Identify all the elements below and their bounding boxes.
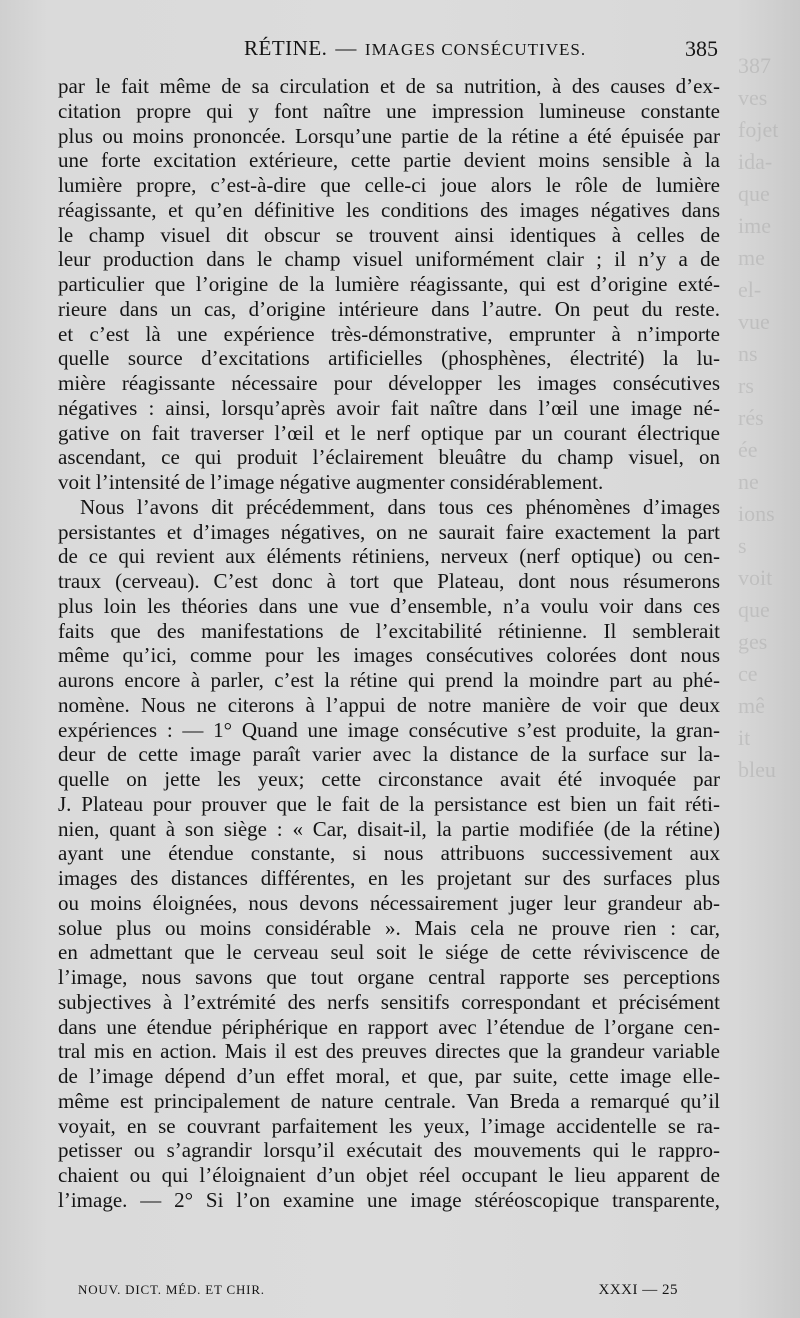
text-line: négatives : ainsi, lorsqu’après avoir fait naître dans l’œil une image né- (58, 395, 720, 420)
bleed-fragment: ions (738, 501, 775, 526)
text-line: faits que des manifestations de l’excitabilité rétinienne. Il semblerait (58, 618, 720, 643)
page-number: 385 (685, 36, 718, 61)
bleed-through-text (738, 50, 800, 1230)
text-line: l’image, nous savons que tout organe central rapporte ses perceptions (58, 965, 720, 989)
text-line: même est principalement de nature centrale. Van Breda a remarqué qu’il (58, 1088, 720, 1113)
text-line: dans une étendue périphérique en rapport avec l’étendue de l’organe cen- (58, 1014, 720, 1039)
text-line: de l’image dépend d’un effet moral, et que, par suite, cette image elle- (58, 1064, 720, 1088)
bleed-fragment: ns (738, 341, 758, 366)
text-line: même qu’ici, comme pour les images consécutives colorées dont nous (58, 643, 720, 668)
text-line: ayant une étendue constante, si nous attribuons successivement aux (58, 841, 720, 866)
text-line: aurons encore à parler, c’est la rétine qui prend la moindre part au phé- (58, 668, 720, 692)
bleed-fragment: ne (738, 469, 759, 494)
bleed-fragment: que (738, 597, 770, 622)
bleed-fragment: vue (738, 309, 770, 334)
bleed-fragment: voit (738, 565, 773, 590)
text-line: quelle source d’excitations artificielles (phosphènes, électrité) la lu- (58, 346, 720, 371)
text-line: solue plus ou moins considérable ». Mais cela ne prouve rien : car, (58, 915, 720, 940)
bleed-fragment: ges (738, 629, 768, 654)
text-line: traux (cerveau). C’est donc à tort que Plateau, dont nous résumerons (58, 569, 720, 593)
text-line: par le fait même de sa circulation et de sa nutrition, à des causes d’ex- (58, 74, 720, 98)
bleed-fragment: el- (738, 277, 762, 302)
footer-signature: XXXI — 25 (598, 1282, 678, 1298)
bleed-fragment: ce (738, 661, 758, 686)
text-line: ou moins éloignées, nous devons nécessairement juger leur grandeur ab- (58, 890, 720, 915)
body-text (58, 74, 720, 1213)
text-line: persistantes et d’images négatives, on ne saurait faire exactement la part (58, 519, 720, 544)
text-line: leur production dans le champ visuel uniformément clair ; il n’y a de (58, 247, 720, 272)
text-line: tral mis en action. Mais il est des preuves directes que la grandeur variable (58, 1039, 720, 1064)
bleed-fragment: bleu (738, 757, 776, 782)
bleed-fragment: rs (738, 373, 754, 398)
text-line: deur de cette image paraît varier avec la distance de la surface sur la- (58, 742, 720, 767)
text-line: de ce qui revient aux éléments rétiniens, nerveux (nerf optique) ou cen- (58, 544, 720, 569)
text-line: rieure dans un cas, d’origine intérieure dans l’autre. On peut du reste. (58, 296, 720, 321)
text-line: ascendant, ce qui produit l’éclairement bleuâtre du champ visuel, on (58, 445, 720, 470)
text-line: gative on fait traverser l’œil et le nerf optique par un courant électrique (58, 420, 720, 445)
title-main: RÉTINE. (244, 36, 328, 60)
footer-publication: NOUV. DICT. MÉD. ET CHIR. (78, 1282, 265, 1297)
text-line: nomène. Nous ne citerons à l’appui de notre manière de voir que deux (58, 692, 720, 717)
bleed-fragment: s (738, 533, 747, 558)
text-line: et c’est là une expérience très-démonstrative, emprunter à n’importe (58, 321, 720, 346)
bleed-fragment: it (738, 725, 751, 750)
text-line: une forte excitation extérieure, cette partie devient moins sensible à la (58, 148, 720, 173)
running-head (58, 36, 718, 66)
text-line: quelle on jette les yeux; cette circonstance avait été invoquée par (58, 767, 720, 791)
text-line: subjectives à l’extrémité des nerfs sensitifs correspondant et précisément (58, 989, 720, 1014)
text-line: voit l’intensité de l’image négative augmenter considérablement. (58, 470, 604, 494)
text-line: l’image. — 2° Si l’on examine une image stéréoscopique transparente, (58, 1187, 720, 1212)
text-line: J. Plateau pour prouver que le fait de la persistance est bien un fait réti- (58, 791, 720, 816)
text-line: plus loin les théories dans une vue d’ensemble, n’a voulu voir dans ces (58, 593, 720, 618)
bleed-fragment: me (738, 245, 765, 270)
bleed-fragment: ée (738, 437, 758, 462)
text-line: plus ou moins prononcée. Lorsqu’une partie de la rétine a été épuisée par (58, 123, 720, 148)
text-line: voyait, en se couvrant parfaitement les yeux, l’image accidentelle se ra- (58, 1113, 720, 1138)
bleed-fragment: mê (738, 693, 765, 718)
bleed-fragment: ida- (738, 149, 773, 174)
title-dash: — (335, 36, 357, 60)
text-line: nien, quant à son siège : « Car, disait-il, la partie modifiée (de la rétine) (58, 816, 720, 841)
text-line: chaient ou qui l’éloignaient d’un objet réel occupant le lieu apparent de (58, 1163, 720, 1187)
text-line: particulier que l’origine de la lumière réagissante, qui est d’origine exté- (58, 272, 720, 296)
bleed-fragment: rés (738, 405, 764, 430)
text-line: petisser ou s’agrandir lorsqu’il exécutait des mouvements qui le rappro- (58, 1138, 720, 1163)
page-footer (78, 1282, 678, 1304)
text-line: réagissante, et qu’en définitive les conditions des images négatives dans (58, 197, 720, 222)
text-line: lumière propre, c’est-à-dire que celle-ci joue alors le rôle de lumière (58, 173, 720, 197)
text-line: citation propre qui y font naître une impression lumineuse constante (58, 98, 720, 123)
text-line: en admettant que le cerveau seul soit le siége de cette réviviscence de (58, 940, 720, 965)
bleed-fragment: ime (738, 213, 771, 238)
bleed-fragment: fojet (738, 117, 779, 142)
running-head-title (244, 36, 586, 61)
text-line: images des distances différentes, en les projetant sur des surfaces plus (58, 866, 720, 890)
bleed-fragment: ves (738, 85, 768, 110)
bleed-fragment: que (738, 181, 770, 206)
text-line: expériences : — 1° Quand une image consécutive s’est produite, la gran- (58, 717, 720, 742)
text-line: Nous l’avons dit précédemment, dans tous ces phénomènes d’images (80, 494, 720, 519)
text-line: mière réagissante nécessaire pour développer les images consécutives (58, 371, 720, 395)
title-sub: IMAGES CONSÉCUTIVES. (364, 40, 587, 59)
bleed-fragment: 387 (738, 53, 771, 78)
text-line: le champ visuel dit obscur se trouvent ainsi identiques à celles de (58, 222, 720, 247)
